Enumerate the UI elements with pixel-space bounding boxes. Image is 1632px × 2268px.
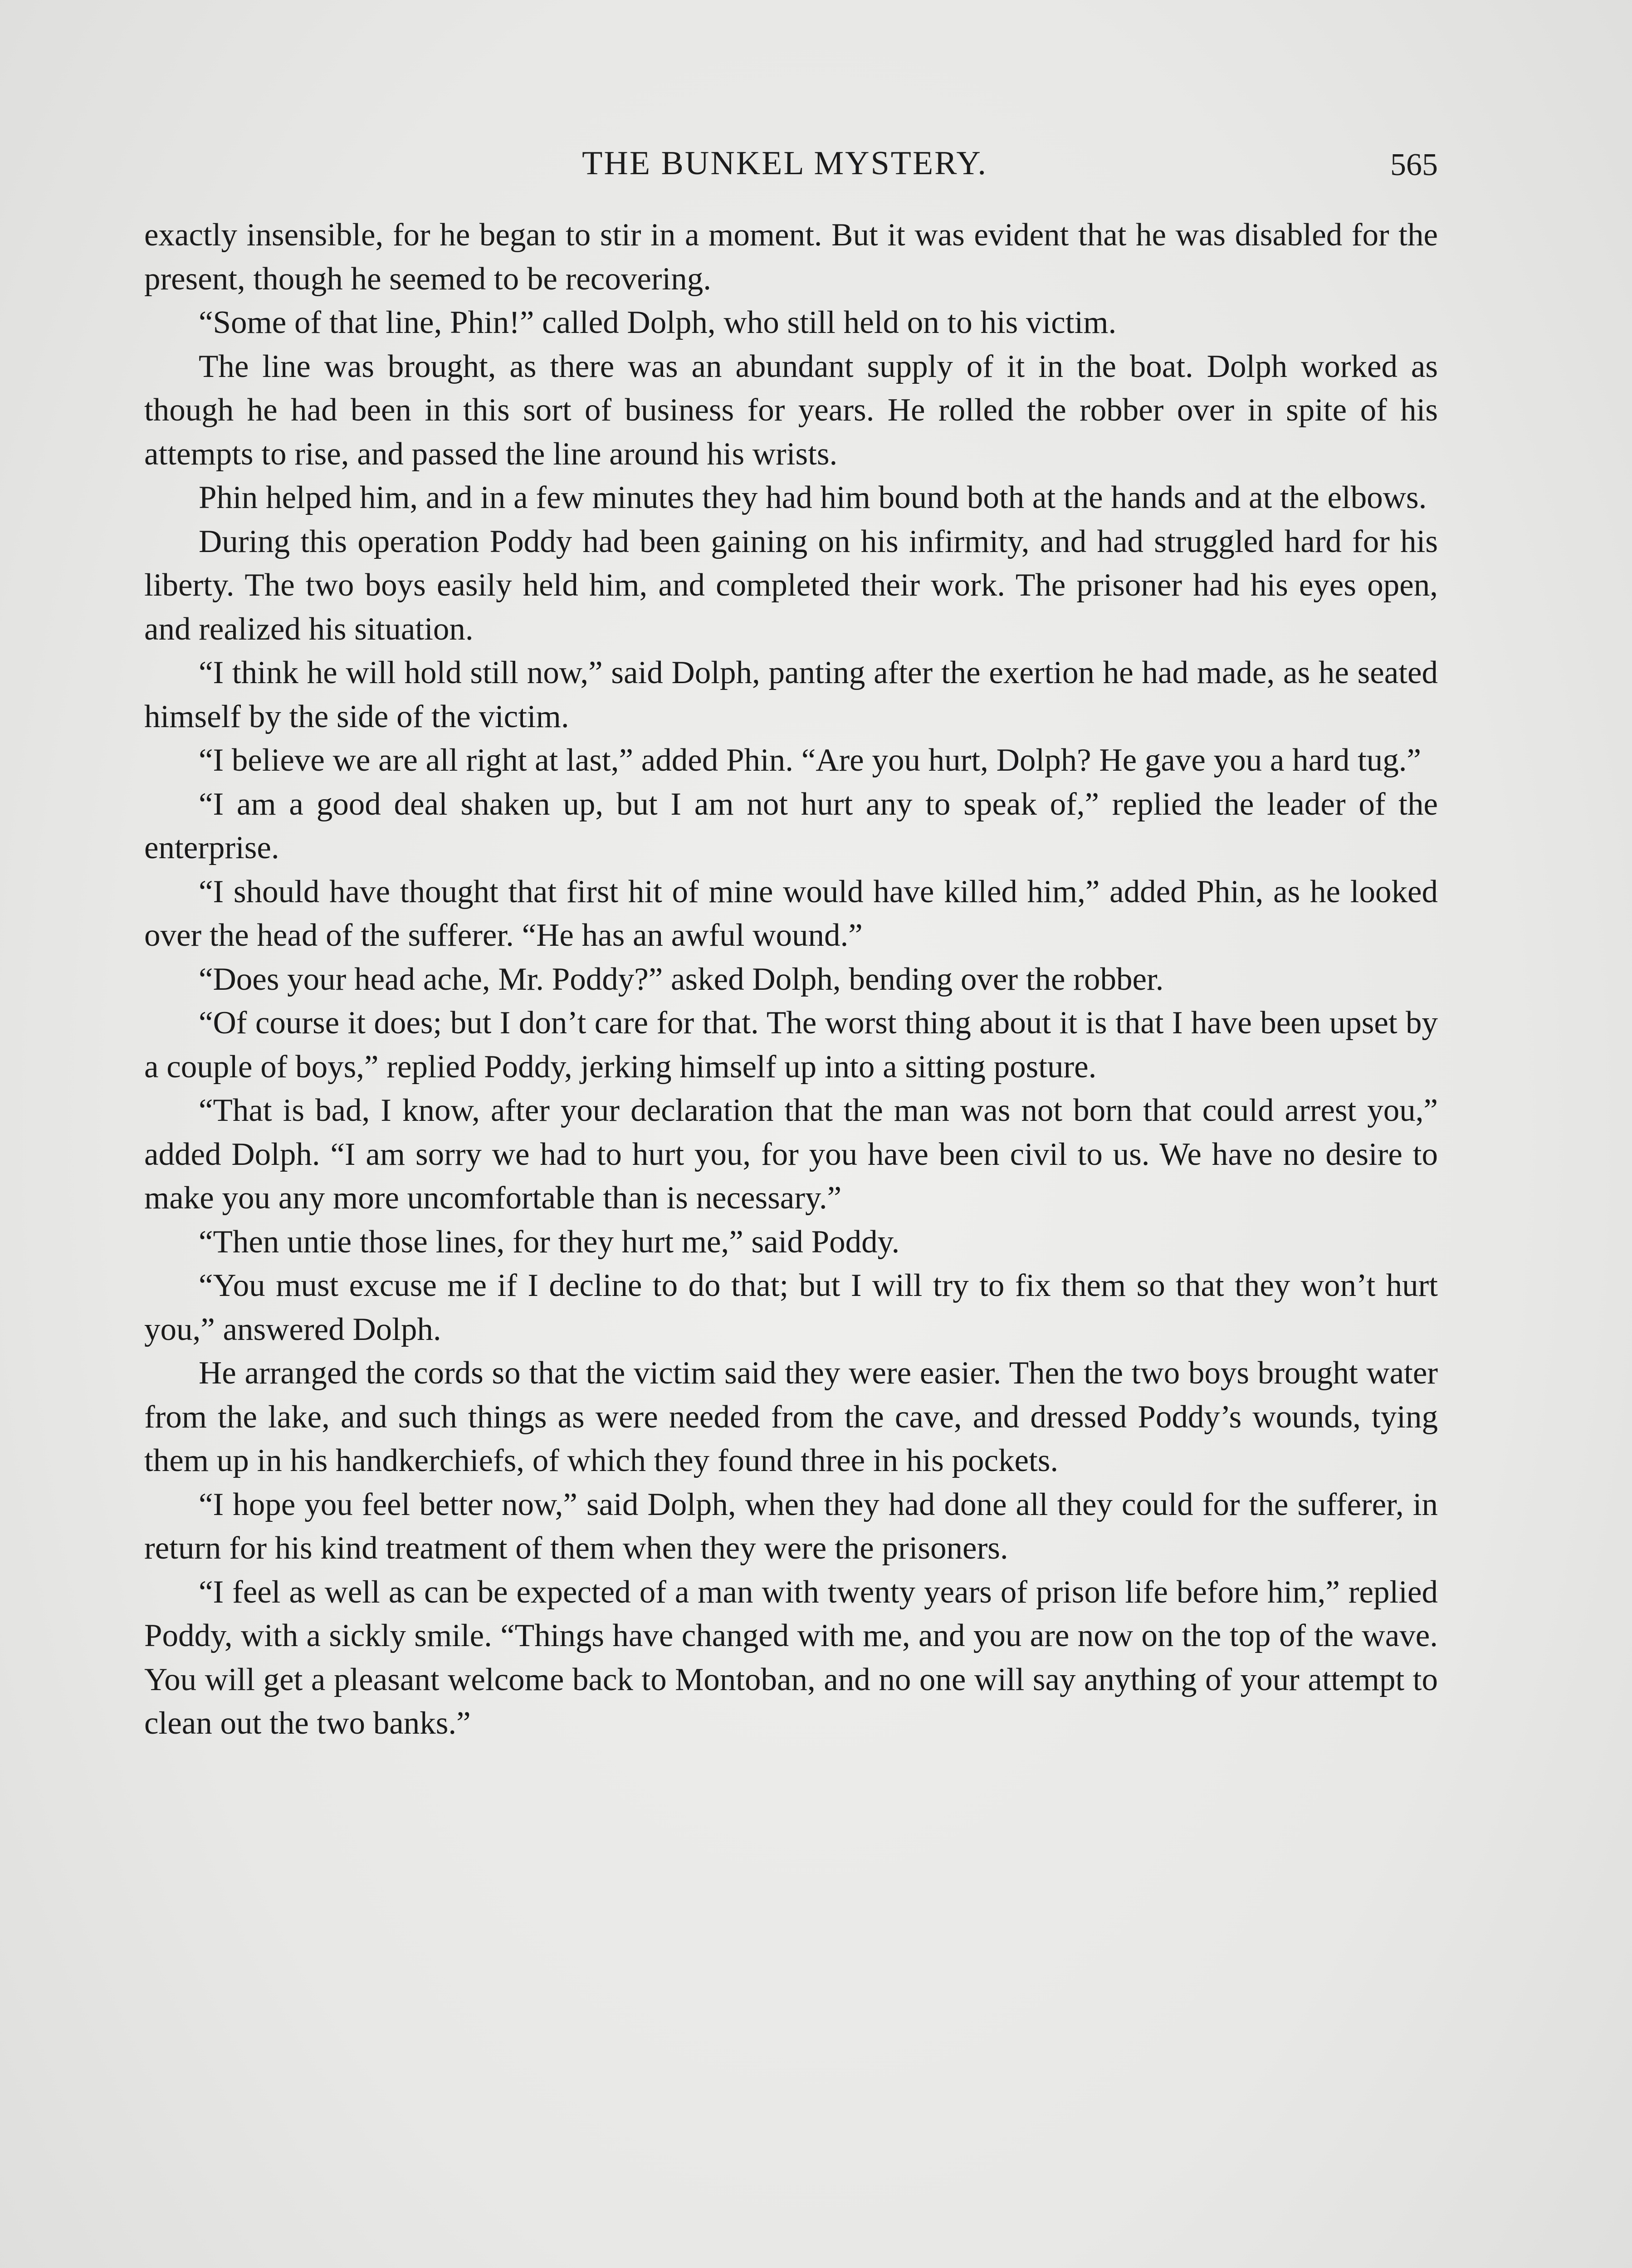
paragraph: He arranged the cords so that the victim said they were easier. Then the two boys brought water from the lake, and such things as were needed from the cave, and dressed Poddy’s wounds, tying them up in his handkerchiefs, of which they found three in his pockets. [144, 1355, 1438, 1478]
paragraph: “I hope you feel better now,” said Dolph, when they had done all they could for the sufferer, in return for his kind treatment of them when they were the prisoners. [144, 1486, 1438, 1566]
paragraph: “I am a good deal shaken up, but I am not hurt any to speak of,” replied the leader of the enterprise. [144, 786, 1438, 865]
paragraph: “I think he will hold still now,” said Dolph, panting after the exertion he had made, as he seated himself by the side of the victim. [144, 655, 1438, 734]
paragraph: Phin helped him, and in a few minutes they had him bound both at the hands and at the elbows. [199, 480, 1427, 515]
paragraph: “You must excuse me if I decline to do that; but I will try to fix them so that they won’t hurt you,” answered Dolph. [144, 1268, 1438, 1347]
paragraph: “I believe we are all right at last,” added Phin. “Are you hurt, Dolph? He gave you a hard tug.” [199, 743, 1422, 778]
paragraph: “Then untie those lines, for they hurt me,” said Poddy. [199, 1224, 900, 1260]
paragraph: “Some of that line, Phin!” called Dolph, who still held on to his victim. [199, 305, 1117, 340]
paragraph: “Of course it does; but I don’t care for that. The worst thing about it is that I have been upset by a couple of boys,” replied Poddy, jerking himself up into a sitting posture. [144, 1005, 1438, 1085]
paragraph: “I should have thought that first hit of mine would have killed him,” added Phin, as he looked over the head of the sufferer. “He has an awful wound.” [144, 874, 1438, 953]
body-text [144, 213, 1438, 1745]
page-number: 565 [1390, 147, 1438, 182]
paragraph: exactly insensible, for he began to stir in a moment. But it was evident that he was disabled for the present, though he seemed to be recovering. [144, 217, 1438, 297]
paragraph: “Does your head ache, Mr. Poddy?” asked Dolph, bending over the robber. [199, 961, 1164, 997]
running-header [136, 144, 1438, 190]
paragraph: “That is bad, I know, after your declaration that the man was not born that could arrest you,” added Dolph. “I am sorry we had to hurt you, for you have been civil to us. We have no desire to make you any more uncomfortable than is necessary.” [144, 1093, 1438, 1216]
paragraph: During this operation Poddy had been gaining on his infirmity, and had struggled hard for his liberty. The two boys easily held him, and completed their work. The prisoner had his eyes open, and realized his situation. [144, 523, 1438, 647]
running-title: THE BUNKEL MYSTERY. [582, 145, 987, 182]
paragraph: The line was brought, as there was an abundant supply of it in the boat. Dolph worked as though he had been in this sort of business for years. He rolled the robber over in spite of his attempts to rise, and passed the line around his wrists. [144, 348, 1438, 472]
paragraph: “I feel as well as can be expected of a man with twenty years of prison life before him,” replied Poddy, with a sickly smile. “Things have changed with me, and you are now on the top of the wave. You will get a pleasant welcome back to Montoban, and no one will say anything of your attempt to clean out the two banks.” [144, 1574, 1438, 1741]
